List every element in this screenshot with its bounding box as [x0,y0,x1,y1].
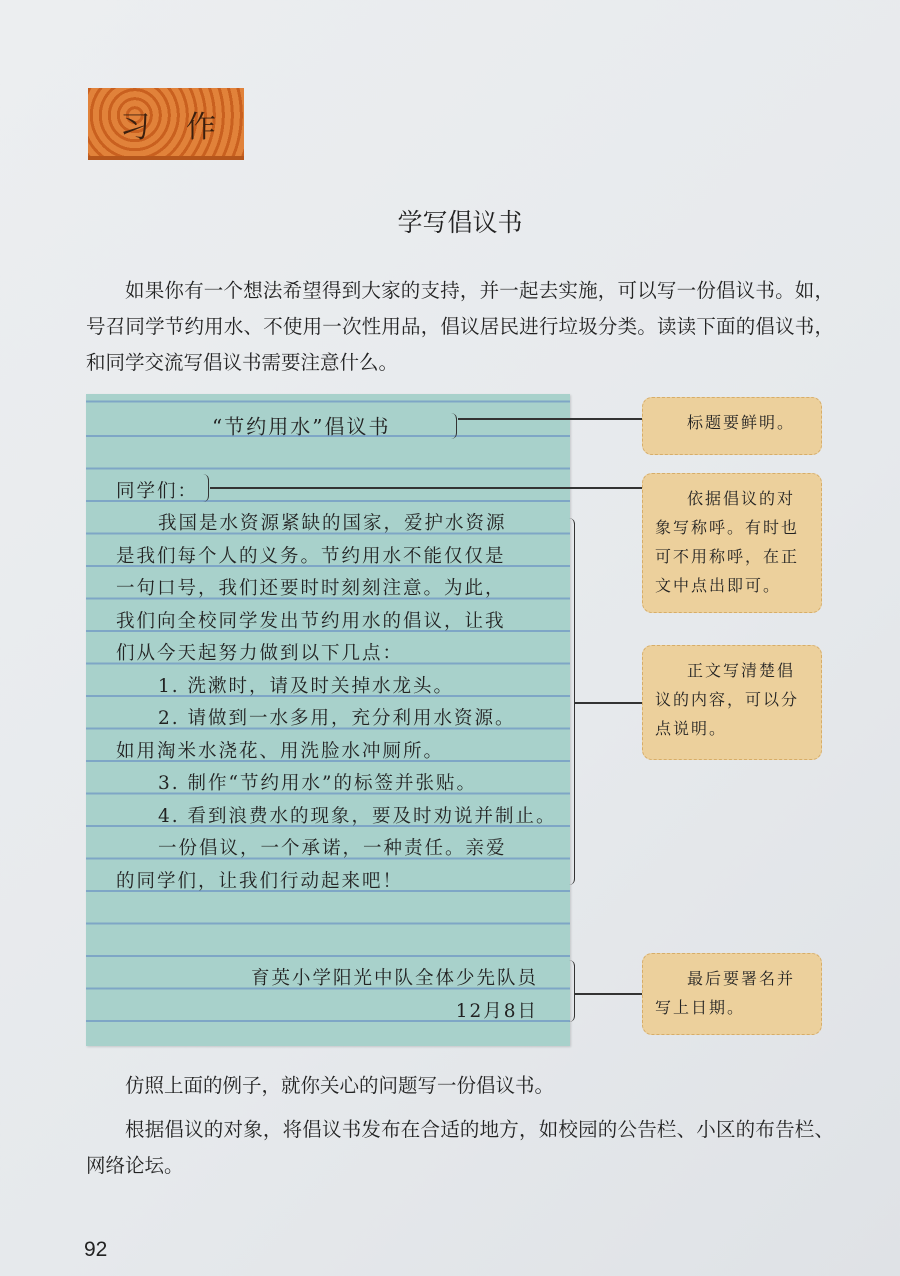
page-number: 92 [84,1238,108,1261]
connector-line [575,993,642,995]
letter-line: 3. 制作“节约用水”的标签并张贴。 [158,773,477,794]
note-body: 正文写清楚倡议的内容，可以分点说明。 [642,645,822,760]
letter-line: 一份倡议，一个承诺，一种责任。亲爱 [158,838,507,859]
body-bracket [566,518,575,885]
letter-salutation: 同学们： [116,481,199,502]
letter-line: 我国是水资源紧缺的国家，爱护水资源 [158,513,507,534]
letter-date: 12月8日 [455,1001,538,1022]
title-bracket [448,413,457,439]
connector-line [575,702,642,704]
letter-line: 1. 洗漱时，请及时关掉水龙头。 [158,676,455,697]
letter-line: 是我们每个人的义务。节约用水不能仅仅是 [116,546,506,567]
letter-line: 的同学们，让我们行动起来吧！ [116,871,404,892]
salutation-bracket [200,474,209,502]
letter-signature: 育英小学阳光中队全体少先队员 [250,968,538,989]
page-title: 学写倡议书 [397,208,523,237]
letter-line: 一句口号，我们还要时时刻刻注意。为此， [116,578,506,599]
letter-line: 2. 请做到一水多用，充分利用水资源。 [158,708,516,729]
connector-line [458,418,642,420]
signature-bracket [566,960,575,1022]
badge-char: 习 [120,110,150,145]
intro-paragraph: 如果你有一个想法希望得到大家的支持，并一起去实施，可以写一份倡议书。如，号召同学节约用水、不使用一次性用品，倡议居民进行垃圾分类。读读下面的倡议书，和同学交流写倡议书需要注意什么。 [86,279,834,374]
badge-char: 作 [186,110,216,145]
note-signature: 最后要署名并写上日期。 [642,953,822,1035]
note-salutation: 依据倡议的对象写称呼。有时也可不用称呼，在正文中点出即可。 [642,473,822,613]
letter-line: 如用淘米水浇花、用洗脸水冲厕所。 [116,741,445,762]
letter-line: 们从今天起努力做到以下几点： [116,643,404,664]
task-2: 根据倡议的对象，将倡议书发布在合适的地方，如校园的公告栏、小区的布告栏、网络论坛。 [86,1118,834,1177]
section-badge [88,88,244,160]
task-1: 仿照上面的例子，就你关心的问题写一份倡议书。 [125,1074,555,1097]
letter-line: 我们向全校同学发出节约用水的倡议，让我 [116,611,506,632]
letter-title: “节约用水”倡议书 [212,414,391,439]
letter-line: 4. 看到浪费水的现象，要及时劝说并制止。 [158,806,557,827]
note-title: 标题要鲜明。 [642,397,822,455]
connector-line [210,487,642,489]
